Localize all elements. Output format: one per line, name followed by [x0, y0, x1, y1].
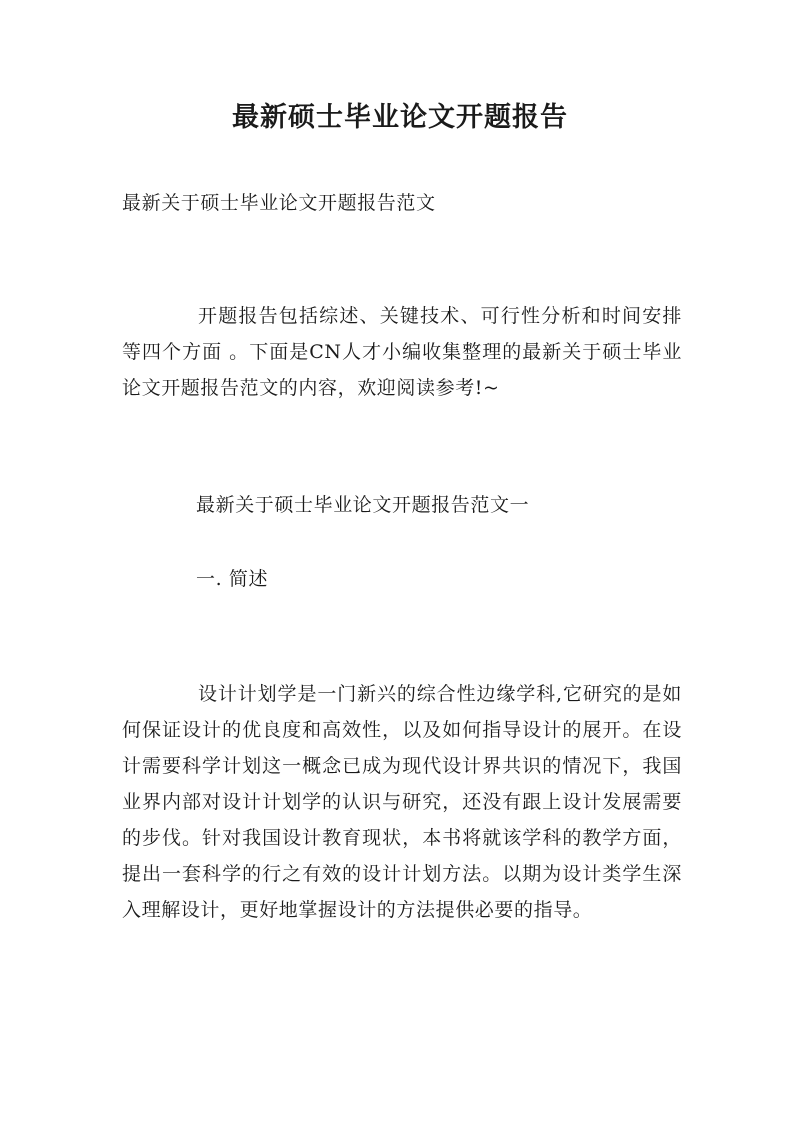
intro-paragraph: 开题报告包括综述、关键技术、可行性分析和时间安排等四个方面 。下面是CN人才小编收集整理的最新关于硕士毕业论文开题报告范文的内容，欢迎阅读参考!~	[122, 305, 682, 399]
document-subtitle: 最新关于硕士毕业论文开题报告范文	[122, 192, 436, 214]
document-title: 最新硕士毕业论文开题报告	[232, 102, 568, 133]
section-heading: 最新关于硕士毕业论文开题报告范文一	[196, 494, 530, 516]
list-heading: 一. 简述	[196, 568, 269, 590]
body-paragraph: 设计计划学是一门新兴的综合性边缘学科,它研究的是如何保证设计的优良度和高效性，以及如何指导设计的展开。在设计需要科学计划这一概念已成为现代设计界共识的情况下，我国业界内部对设计计划学的认识与研究，还没有跟上设计发展需要的步伐。针对我国设计教育现状，本书将就该学科的教学方面，提出一套科学的行之有效的设计计划方法。以期为设计类学生深入理解设计，更好地掌握设计的方法提供必要的指导。	[122, 683, 682, 921]
